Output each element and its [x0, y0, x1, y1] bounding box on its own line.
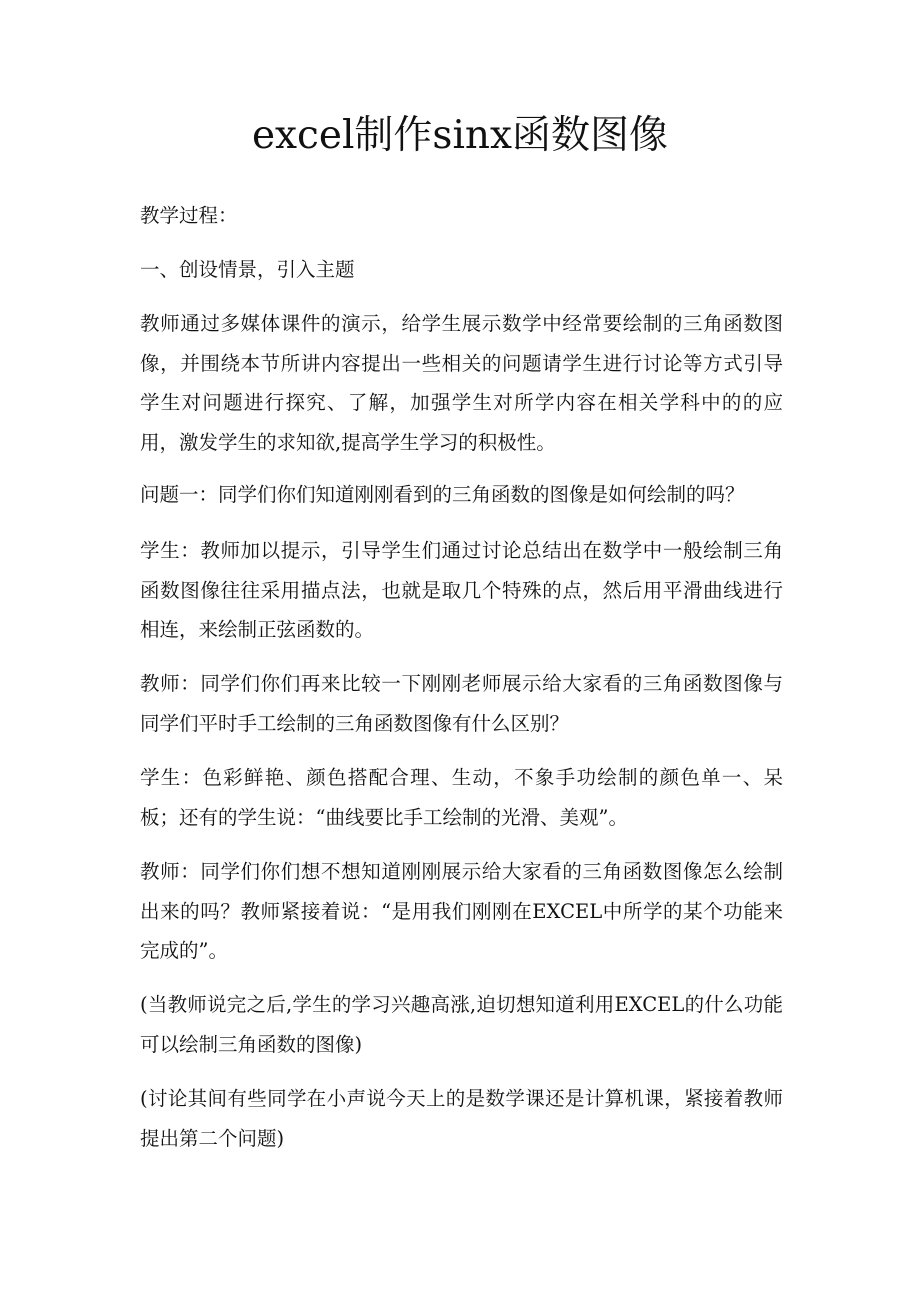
paragraph-teacher-intro: 教师通过多媒体课件的演示，给学生展示数学中经常要绘制的三角函数图像，并围绕本节所讲内容提出一些相关的问题请学生进行讨论等方式引导学生对问题进行探究、了解，加强学生对所学内容在相关学科中的的应用，激发学生的求知欲,提高学生学习的积极性。 — [140, 312, 783, 454]
paragraph-teacher-compare: 教师：同学们你们再来比较一下刚刚老师展示给大家看的三角函数图像与同学们平时手工绘制的三角函数图像有什么区别？ — [140, 672, 783, 735]
paragraph-discussion-note: (讨论其间有些同学在小声说今天上的是数学课还是计算机课，紧接着教师提出第二个问题) — [140, 1087, 783, 1150]
paragraph-teacher-excel: 教师：同学们你们想不想知道刚刚展示给大家看的三角函数图像怎么绘制出来的吗？教师紧接着说：“是用我们刚刚在EXCEL中所学的某个功能来完成的”。 — [140, 860, 783, 962]
paragraph-student-interest: (当教师说完之后,学生的学习兴趣高涨,迫切想知道利用EXCEL的什么功能可以绘制三角函数的图像) — [140, 993, 783, 1056]
paragraph-student-answer-one: 学生：教师加以提示，引导学生们通过讨论总结出在数学中一般绘制三角函数图像往往采用描点法，也就是取几个特殊的点，然后用平滑曲线进行相连，来绘制正弦函数的。 — [140, 539, 783, 641]
document-title: excel制作sinx函数图像 — [251, 113, 669, 158]
paragraph-section-one-heading: 一、创设情景，引入主题 — [140, 258, 355, 281]
paragraph-question-one: 问题一：同学们你们知道刚刚看到的三角函数的图像是如何绘制的吗？ — [140, 483, 745, 506]
paragraph-teaching-process: 教学过程： — [140, 204, 238, 227]
paragraph-student-answer-two: 学生：色彩鲜艳、颜色搭配合理、生动，不象手功绘制的颜色单一、呆板；还有的学生说：“曲线要比手工绘制的光滑、美观”。 — [140, 766, 783, 829]
